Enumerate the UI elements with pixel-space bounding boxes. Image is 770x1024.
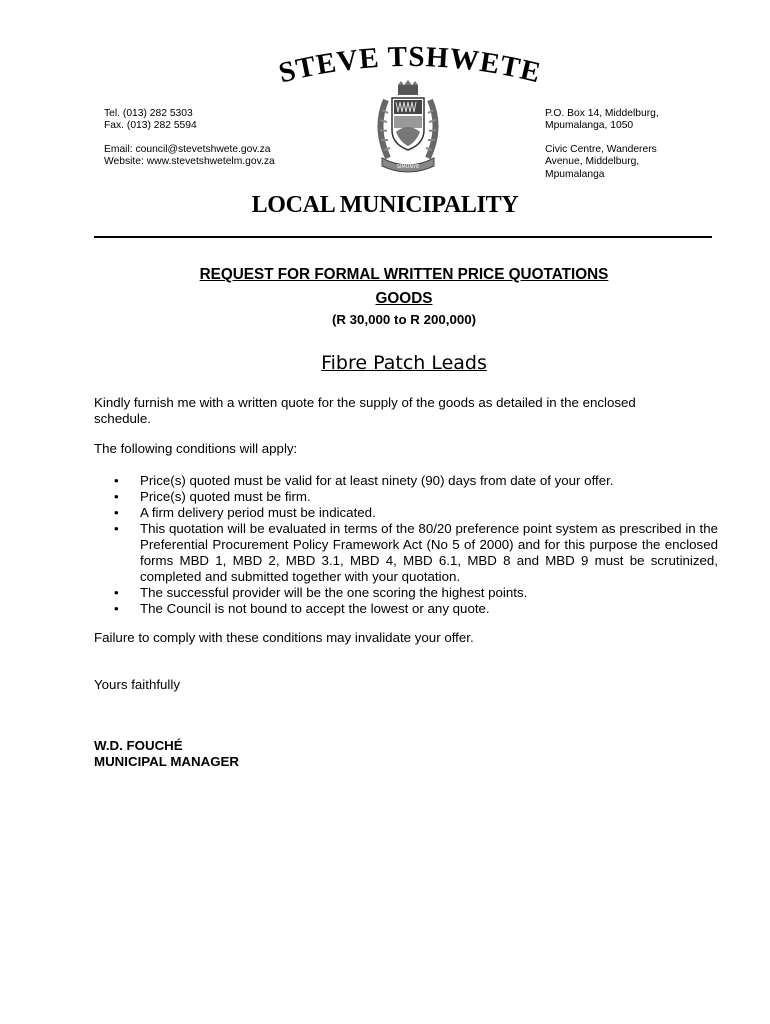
- signature-block: [94, 738, 239, 770]
- condition-item: • Price(s) quoted must be valid for at least ninety (90) days from date of your offer.: [114, 473, 614, 488]
- bullet-icon: •: [114, 505, 119, 520]
- condition-item: • This quotation will be evaluated in terms of the 80/20 preference point system as prescribed in the Preferential Procurement Policy Framework Act (No 5 of 2000) and for this purpose the enclosed forms MBD 1, MBD 2, MBD 3.1, MBD 4, MBD 6.1, MBD 8 and MBD 9 must be scrutinized, completed and submitted together with your quotation.: [114, 521, 718, 584]
- fax-number: Fax. (013) 282 5594: [104, 120, 197, 132]
- signatory-name: W.D. FOUCHÉ: [94, 738, 183, 753]
- bullet-icon: •: [114, 489, 119, 504]
- bullet-icon: •: [114, 521, 119, 536]
- bullet-icon: •: [114, 473, 119, 488]
- bullet-icon: •: [114, 585, 119, 600]
- condition-item: • The Council is not bound to accept the lowest or any quote.: [114, 601, 490, 616]
- condition-item: • Price(s) quoted must be firm.: [114, 489, 311, 504]
- document-title: REQUEST FOR FORMAL WRITTEN PRICE QUOTATIONS: [199, 266, 609, 283]
- website-address: Website: www.stevetshwetelm.gov.za: [104, 156, 275, 168]
- email-address: Email: council@stevetshwete.gov.za: [104, 143, 271, 155]
- warning-paragraph: Failure to comply with these conditions may invalidate your offer.: [94, 630, 474, 645]
- contact-details-right: [545, 108, 659, 181]
- po-box-line2: Mpumalanga, 1050: [545, 120, 634, 132]
- value-range: (R 30,000 to R 200,000): [331, 312, 477, 327]
- condition-item: • A firm delivery period must be indicated.: [114, 505, 376, 520]
- item-title: Fibre Patch Leads: [321, 352, 487, 374]
- municipality-subtitle: LOCAL MUNICIPALITY: [251, 192, 519, 218]
- document-category: GOODS: [375, 290, 433, 307]
- tel-number: Tel. (013) 282 5303: [104, 108, 193, 119]
- svg-text:SIMUNYE: SIMUNYE: [396, 164, 420, 170]
- contact-details-left: [104, 108, 275, 169]
- civic-centre-line1: Civic Centre, Wanderers: [545, 143, 657, 155]
- closing-salutation: Yours faithfully: [94, 677, 180, 692]
- header-divider: [94, 236, 712, 238]
- po-box-line1: P.O. Box 14, Middelburg,: [545, 108, 659, 119]
- bullet-icon: •: [114, 601, 119, 616]
- conditions-intro: The following conditions will apply:: [94, 441, 298, 456]
- civic-centre-line3: Mpumalanga: [545, 168, 605, 180]
- signatory-title: MUNICIPAL MANAGER: [94, 754, 240, 769]
- brand-top-text: STEVE TSHWETE: [275, 42, 545, 86]
- intro-paragraph: Kindly furnish me with a written quote for the supply of the goods as detailed in the enclosed schedule.: [94, 395, 636, 426]
- civic-centre-line2: Avenue, Middelburg,: [545, 156, 640, 168]
- coat-of-arms-icon: [372, 80, 444, 176]
- condition-item: • The successful provider will be the one scoring the highest points.: [114, 585, 528, 600]
- conditions-list: [94, 473, 718, 617]
